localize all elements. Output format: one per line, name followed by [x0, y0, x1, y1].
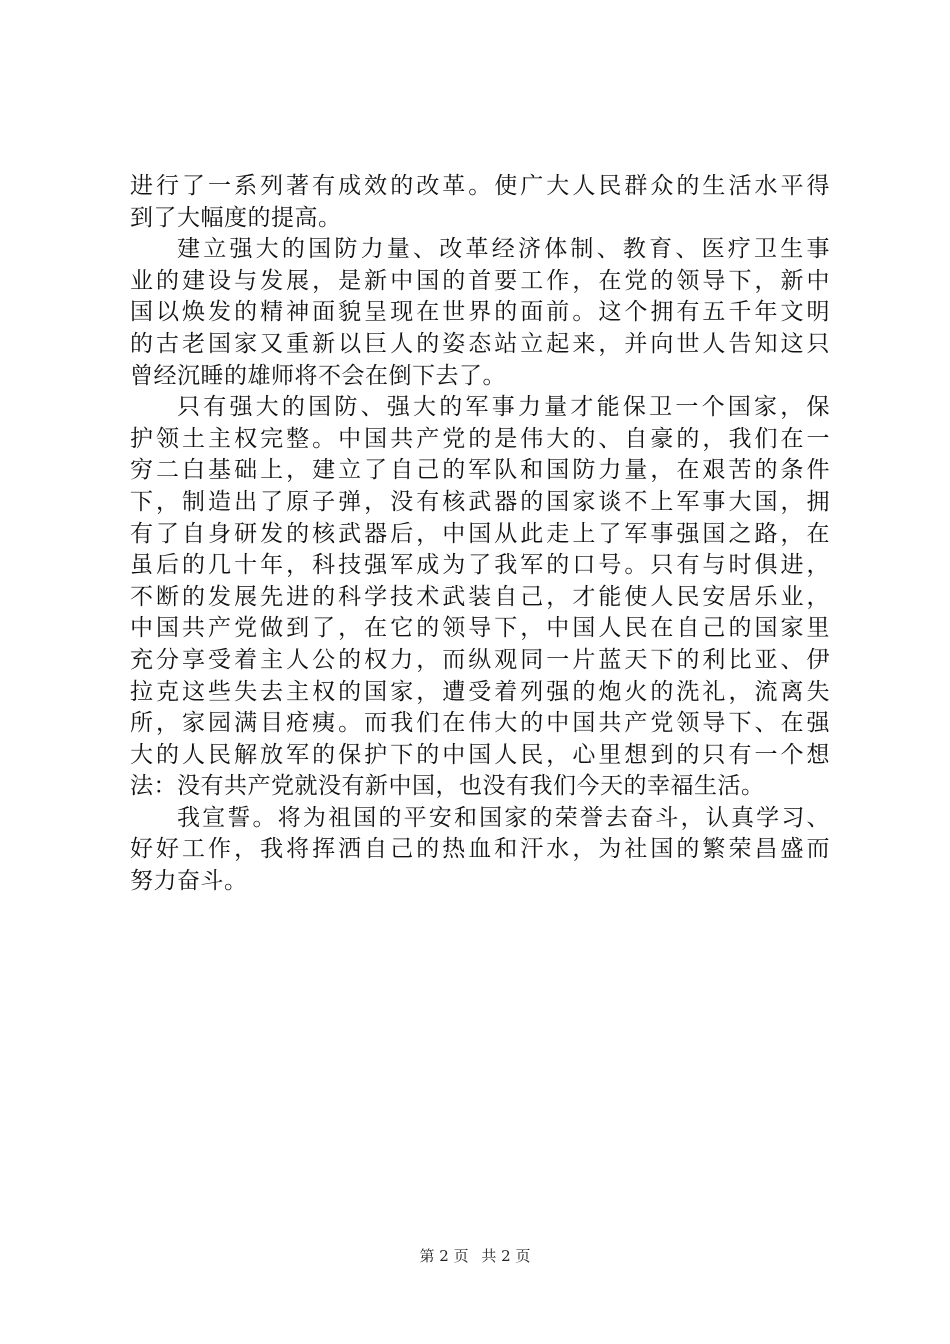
text-line: 穷二白基础上，建立了自己的军队和国防力量，在艰苦的条件: [130, 457, 830, 484]
text-line: 好好工作，我将挥洒自己的热血和汗水，为社国的繁荣昌盛而: [130, 836, 830, 863]
text-line: 国以焕发的精神面貌呈现在世界的面前。这个拥有五千年文明: [130, 299, 830, 326]
paragraph-3: [130, 392, 830, 803]
text-line: 下，制造出了原子弹，没有核武器的国家谈不上军事大国，拥: [130, 488, 830, 515]
text-line: 到了大幅度的提高。: [130, 204, 342, 231]
text-line: 充分享受着主人公的权力，而纵观同一片蓝天下的利比亚、伊: [130, 646, 830, 673]
paragraph-2: [130, 234, 830, 392]
text-line: 虽后的几十年，科技强军成为了我军的口号。只有与时俱进，: [130, 552, 830, 579]
paragraph-1: [130, 171, 830, 234]
text-line: 曾经沉睡的雄师将不会在倒下去了。: [130, 362, 506, 389]
text-line: 护领土主权完整。中国共产党的是伟大的、自豪的，我们在一: [130, 425, 830, 452]
document-body: [130, 171, 830, 898]
text-line: 努力奋斗。: [130, 868, 248, 895]
text-line: 只有强大的国防、强大的军事力量才能保卫一个国家，保: [177, 394, 830, 421]
text-line: 法：没有共产党就没有新中国，也没有我们今天的幸福生活。: [130, 773, 765, 800]
text-line: 有了自身研发的核武器后，中国从此走上了军事强国之路，在: [130, 520, 830, 547]
text-line: 建立强大的国防力量、改革经济体制、教育、医疗卫生事: [177, 236, 830, 263]
text-line: 业的建设与发展，是新中国的首要工作，在党的领导下，新中: [130, 267, 830, 294]
page-number: 第 2 页: [419, 1247, 469, 1265]
paragraph-4: [130, 803, 830, 898]
text-line: 大的人民解放军的保护下的中国人民，心里想到的只有一个想: [130, 741, 830, 768]
text-line: 不断的发展先进的科学技术武装自己，才能使人民安居乐业，: [130, 583, 830, 610]
page-total: 共 2 页: [481, 1247, 531, 1265]
text-line: 中国共产党做到了，在它的领导下，中国人民在自己的国家里: [130, 615, 830, 642]
text-line: 我宣誓。将为祖国的平安和国家的荣誉去奋斗，认真学习、: [177, 804, 830, 831]
text-line: 进行了一系列著有成效的改革。使广大人民群众的生活水平得: [130, 173, 830, 199]
text-line: 拉克这些失去主权的国家，遭受着列强的炮火的洗礼，流离失: [130, 678, 830, 705]
page-footer: [0, 1245, 950, 1266]
text-line: 所，家园满目疮痍。而我们在伟大的中国共产党领导下、在强: [130, 710, 830, 737]
text-line: 的古老国家又重新以巨人的姿态站立起来，并向世人告知这只: [130, 330, 830, 357]
